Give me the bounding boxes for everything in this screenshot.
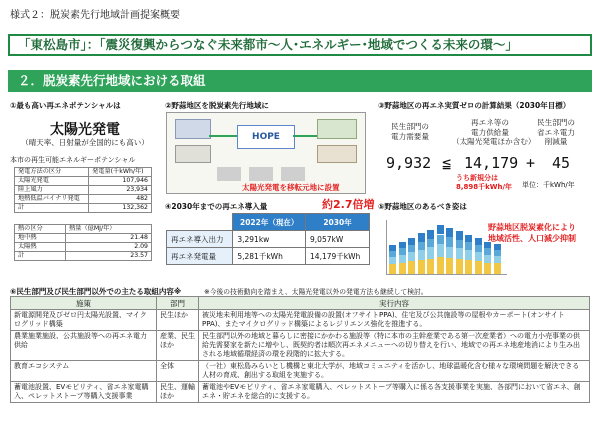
p2-heading: ②野蒜地区を脱炭素先行地域に — [165, 101, 269, 110]
chart-bar-segment — [408, 261, 415, 274]
chart-bar-segment — [418, 233, 425, 241]
p3-heading: ③野蒜地区の再エネ実質ゼロの計算結果（2030年目標） — [378, 101, 571, 110]
table-cell: 3,291kw — [233, 231, 306, 248]
table-row — [11, 361, 590, 382]
plus-symbol: + — [526, 154, 536, 172]
chart-bar-segment — [389, 251, 396, 257]
heat-potential-table — [14, 224, 152, 261]
chart-bar-segment — [427, 247, 434, 258]
row-label: 再エネ導入出力 — [167, 231, 233, 248]
p6-heading: ⑥民生部門及び民生部門以外での主たる取組内容※ — [10, 287, 182, 296]
building-icon — [175, 145, 211, 163]
new-supply-note: うち新規分は 8,898千kWh/年 — [456, 174, 513, 191]
col-2030: 2030年 — [306, 214, 370, 231]
table-cell: 9,057kW — [306, 231, 370, 248]
chart-bar-segment — [418, 242, 425, 250]
leq-symbol: ≦ — [442, 154, 452, 172]
sector-cell: 民生、運輸ほか — [157, 382, 199, 403]
solar-panel-icon — [175, 119, 211, 139]
chart-bar-segment — [446, 228, 453, 237]
col-policy: 施策 — [11, 297, 157, 310]
house-icon — [317, 119, 357, 139]
chart-bar-segment — [465, 260, 472, 274]
chart-bar-segment — [494, 263, 501, 274]
people-icon — [217, 167, 241, 181]
chart-bar-segment — [389, 257, 396, 264]
table-cell: 地熱低温バイナリ発電 — [15, 195, 89, 204]
chart-bar-segment — [418, 260, 425, 274]
chart-bar-segment — [465, 235, 472, 243]
chart-bar-segment — [399, 248, 406, 254]
detail-cell: 蓄電池やEVモビリティ、省エネ家電購入、ペレットストーブ等購入に係る各支援事業を実施、各部門において省エネ、創エネ・貯エネを総合的に支援する。 — [199, 382, 590, 403]
chart-bar-segment — [399, 263, 406, 274]
table-cell: 132,362 — [89, 204, 152, 213]
chart-bar-segment — [446, 237, 453, 246]
chart-bar-segment — [484, 255, 491, 263]
chart-bar-segment — [456, 231, 463, 240]
chart-bar-segment — [465, 242, 472, 250]
label-saving: 民生部門の 省エネ電力 削減量 — [537, 118, 575, 146]
table-header: 発電方法の区分 — [15, 168, 89, 177]
p1-sub-text: （晴天率、日射量が全国的にも高い） — [21, 138, 149, 147]
chart-bar-segment — [456, 248, 463, 259]
table-cell: 107,946 — [89, 177, 152, 186]
chart-bar-segment — [446, 247, 453, 258]
table-cell: 計 — [15, 204, 89, 213]
chart-bar-segment — [408, 245, 415, 252]
sector-cell: 全体 — [157, 361, 199, 382]
col-detail: 実行内容 — [199, 297, 590, 310]
table-cell: 陸上風力 — [15, 186, 89, 195]
factory-icon — [317, 145, 357, 163]
table-cell: 計 — [15, 252, 66, 261]
chart-bar-segment — [408, 238, 415, 245]
people-icon — [281, 167, 305, 181]
table-cell: 2.09 — [66, 243, 152, 252]
chart-bar-segment — [399, 255, 406, 263]
diagram-hub: HOPE — [237, 125, 295, 149]
policy-cell: 新電源開発及びゼロ円太陽光設置、マイクログリッド構築 — [11, 310, 157, 331]
table-header: 熱の区分 — [15, 225, 66, 234]
policy-cell: 教育エコシステム — [11, 361, 157, 382]
label-supply: 再エネ等の 電力供給量 （太陽光発電ほか含む） — [452, 118, 536, 146]
chart-bar-segment — [408, 252, 415, 261]
chart-bar-segment — [494, 244, 501, 250]
chart-bar-segment — [399, 242, 406, 248]
table-header: 熱量（億MJ/年） — [66, 225, 152, 234]
p1-table-title: 本市の再生可能エネルギーポテンシャル — [10, 156, 136, 164]
detail-cell: （一社）東松島みらいとし機構と東北大学が、地域コミュニティを活かし、地球温暖化含む様々な環境問題を解決できる人材の育成、創出する取組を実施する。 — [199, 361, 590, 382]
p6-heading-note: ※今後の技術動向を踏まえ、太陽光発電以外の発電方法も継続して検討。 — [204, 288, 428, 296]
chart-bar-segment — [494, 250, 501, 256]
chart-bar-segment — [456, 240, 463, 249]
measures-table — [10, 296, 590, 403]
increase-highlight: 約2.7倍増 — [322, 198, 375, 211]
table-row — [11, 310, 590, 331]
table-header: 発電量(千kWh/年) — [89, 168, 152, 177]
chart-bar-segment — [475, 238, 482, 245]
section-title: ２．脱炭素先行地域における取組 — [8, 70, 592, 92]
people-icon — [249, 167, 273, 181]
supply-value: 14,179 — [464, 154, 519, 172]
p1-big-text: 太陽光発電 — [50, 122, 120, 138]
chart-bar-segment — [446, 258, 453, 274]
elec-potential-table — [14, 167, 152, 213]
col-sector: 部門 — [157, 297, 199, 310]
sector-cell: 産業、民生ほか — [157, 331, 199, 361]
chart-bar-segment — [475, 245, 482, 252]
page-title: 「東松島市」：「震災復興からつなぐ未来都市～人･エネルギー･地域でつくる未来の環～」 — [8, 34, 592, 56]
chart-bar-segment — [427, 239, 434, 248]
table-cell: 14,179千kWh — [306, 248, 370, 265]
col-now: 2022年（現在） — [233, 214, 306, 231]
sector-cell: 民生ほか — [157, 310, 199, 331]
detail-cell: 被災地未利用地等への太陽光発電設備の設置(オフサイトPPA)、住宅及び公共施設等の屋根やカーポート(オンサイトPPA)、またマイクログリッド構築によるレジリエンス強化を推進する。 — [199, 310, 590, 331]
table-cell: 482 — [89, 195, 152, 204]
table-cell: 5,281千kWh — [233, 248, 306, 265]
chart-bar-segment — [456, 259, 463, 274]
table-cell: 23,934 — [89, 186, 152, 195]
row-label: 再エネ発電量 — [167, 248, 233, 265]
table-cell: 21.48 — [66, 234, 152, 243]
table-cell: 23.57 — [66, 252, 152, 261]
p1-heading: ①最も高い再エネポテンシャルは — [10, 101, 121, 110]
chart-bar-segment — [465, 250, 472, 260]
p4-heading: ④2030年までの再エネ導入量 — [165, 202, 268, 211]
chart-bar-segment — [427, 230, 434, 239]
unit-label: 単位：千kWh/年 — [522, 181, 575, 189]
detail-cell: 民生部門以外の地域と暮らしに密接にかかわる施設等（特に本市の主幹産業である第一次産業者）への電力小売事業の供給先需要家を新たに増やし、既契約者は順次再エネメニューへの切り替えを行い、地域での再エネ地産地消により生み出される地域循環経済の環を段階的に拡大する。 — [199, 331, 590, 361]
connector-line — [209, 135, 237, 137]
chart-bar-segment — [389, 245, 396, 251]
chart-bar-segment — [484, 263, 491, 274]
chart-bar-segment — [437, 244, 444, 256]
connector-line — [293, 135, 317, 137]
table-cell: 地中熱 — [15, 234, 66, 243]
chart-bar-segment — [437, 225, 444, 235]
p2-note: 太陽光発電を移転元地に設置 — [242, 183, 340, 192]
table-row — [11, 331, 590, 361]
demand-value: 9,932 — [386, 154, 432, 172]
table-cell: 太陽光発電 — [15, 177, 89, 186]
label-demand: 民生部門の 電力需要量 — [391, 122, 429, 141]
chart-bar-segment — [494, 256, 501, 264]
p5-heading: ⑤野蒜地区のあるべき姿は — [378, 202, 467, 211]
chart-bar-segment — [389, 264, 396, 274]
chart-bar-segment — [475, 261, 482, 274]
chart-bar-segment — [437, 235, 444, 245]
p5-note: 野蒜地区脱炭素化により 地域活性、人口減少抑制 — [488, 223, 576, 243]
table-cell: 太陽熱 — [15, 243, 66, 252]
table-row — [11, 382, 590, 403]
document-label: 様式２：脱炭素先行地域計画提案概要 — [10, 10, 180, 21]
chart-bar-segment — [437, 257, 444, 274]
saving-value: 45 — [552, 154, 571, 172]
chart-bar-segment — [484, 248, 491, 254]
renewable-intro-table — [166, 213, 370, 265]
chart-bar-segment — [418, 250, 425, 260]
chart-bar-segment — [427, 259, 434, 274]
policy-cell: 農業施業施設、公共施設等への再エネ電力供給 — [11, 331, 157, 361]
policy-cell: 蓄電池設置、EVモビリティ、省エネ家電購入、ペレットストーブ等購入支援事業 — [11, 382, 157, 403]
chart-bar-segment — [475, 252, 482, 261]
